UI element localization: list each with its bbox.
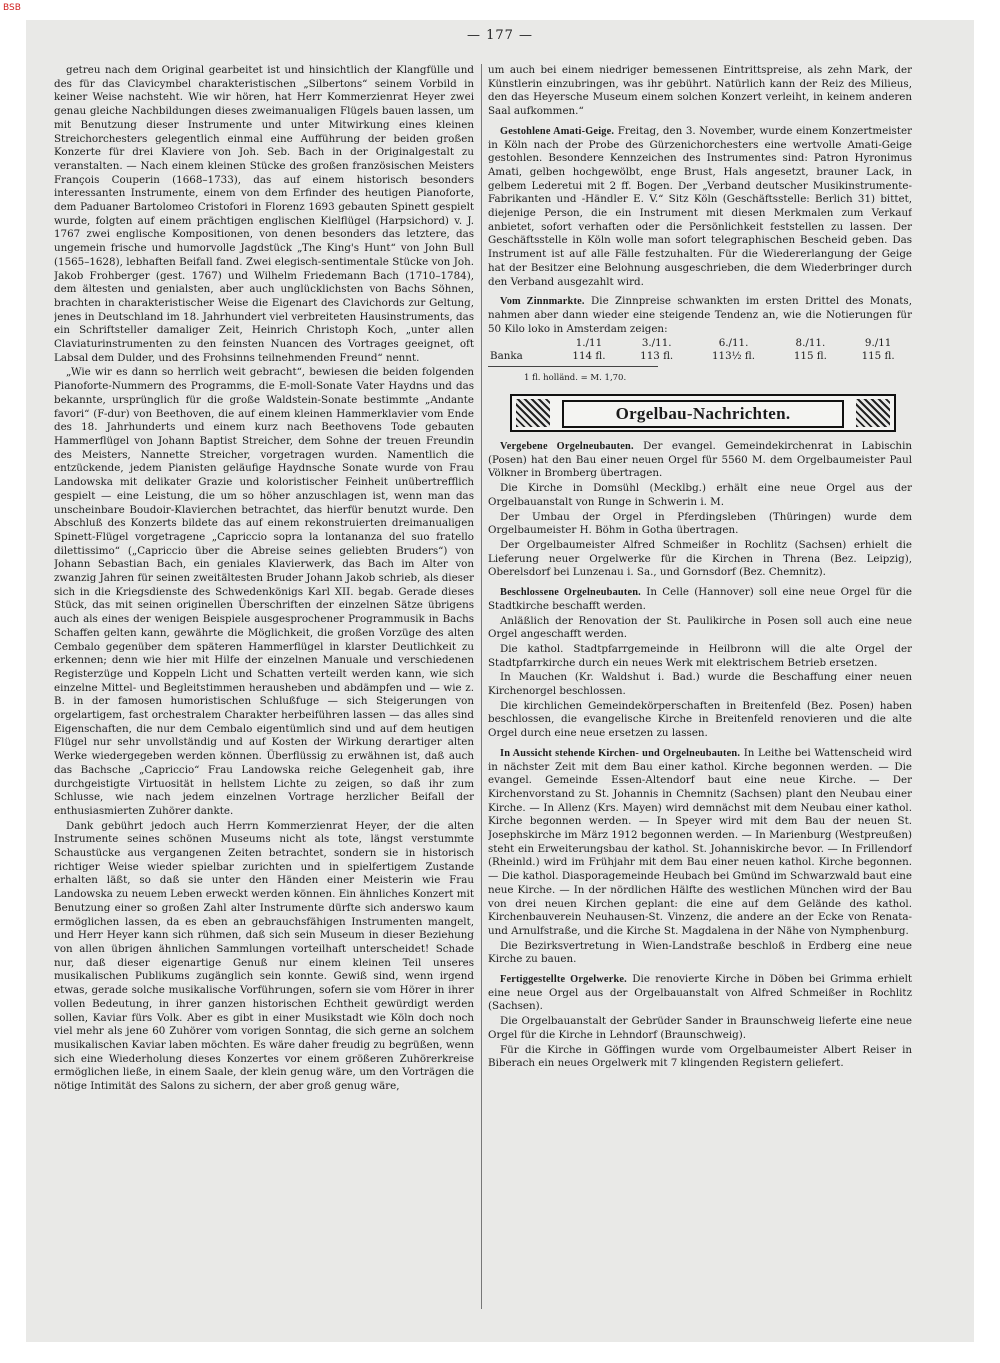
news-item	[488, 643, 912, 670]
zinn-heading: Vom Zinnmarkte.	[500, 296, 585, 308]
left-column	[54, 64, 474, 1309]
news-text: Der evangel. Gemeindekirchenrat in Labischin (Posen) hat den Bau einer neuen Orgel für 5560 M. dem Orgelbaumeister Paul Völkner in Bromberg übertragen.	[488, 440, 912, 480]
news-item	[488, 482, 912, 509]
price-date: 9./11	[864, 337, 892, 350]
news-item	[488, 1015, 912, 1042]
news-text: Die renovierte Kirche in Döben bei Grimma erhielt eine neue Orgel aus der Orgelbauanstalt von Alfred Schmeißer in Rochlitz (Sachsen).	[488, 973, 912, 1013]
news-heading: Vergebene Orgelneubauten.	[500, 441, 634, 453]
news-heading: In Aussicht stehende Kirchen- und Orgelneubauten.	[500, 747, 741, 759]
news-text: Die kathol. Stadtpfarrgemeinde in Heilbronn will die alte Orgel der Stadtpfarrkirche durch ein neues Werk mit elektrischem Betrieb ersetzen.	[488, 642, 912, 669]
price-date: 6./11.	[718, 337, 749, 350]
price-corner	[488, 337, 555, 350]
news-item	[488, 539, 912, 580]
zinn-text: Die Zinnpreise schwankten im ersten Drittel des Monats, nahmen aber dann wieder eine steigende Tendenz an, wie die Notierungen für 50 Kilo loko in Amsterdam zeigen:	[488, 295, 912, 335]
price-table-row	[488, 350, 912, 363]
right-column	[488, 64, 912, 1309]
paragraph-pianoforte: „Wie wir es dann so herrlich weit gebracht“, bewiesen die beiden folgenden Pianoforte-Nummern des Programms, die E-moll-Sonate Vater Haydns und das bekannte, ursprünglich für die große Waldstein-Sonate bestimmte „Andante favori“ (F-dur) von Beethoven, die auf einem kleinen Hammerklavier vom Ende des 18. Jahrhunderts und einem kurz nach Beethovens Tode gebauten Hammerflügel von Johann Baptist Streicher, dem Sohne der treuen Freundin des Meisters, Nannette Streicher, vorgetragen wurden. Namentlich die entzückende, jedem Pianisten geläufige Haydnsche Sonate wurde von Frau Landowska mit delikater Grazie und koloristischer Feinheit unübertrefflich gespielt — eine Leistung, die um so höher anzuschlagen ist, wenn man das unscheinbare Boudoir-Klavierchen betrachtet, das hierfür benutzt wurde. Den Abschluß des Konzerts bildete das auf einem rekonstruierten dreimanualigen Spinett-Flügel vorgetragene „Capriccio sopra la lontananza del suo fratello dilettissimo“ („Capriccio über die Abreise seines geliebten Bruders“) von Johann Sebastian Bach, ein geniales Klavierwerk, das Bach im Alter von zwanzig Jahren für seinen zweitältesten Bruder Johann Jakob schrieb, als dieser sich in die Kriegsdienste des Schwedenkönigs Karl XII. begab. Gerade dieses Stück, das mit seinen originellen Überschriften der einzelnen Sätze übrigens auch als eines der wenigen Beispiele ausgesprochener Programmusik in Bachs Schaffen gelten kann, gewährte die Möglichkeit, die großen Vorzüge des alten Cembalo gegenüber dem späteren Hammerflügel in klarster Deutlichkeit zu erkennen; denn wie hier mit Hilfe der einzelnen Manuale und verschiedenen Registerzüge und Koppeln Licht und Schatten verteilt werden kann, wie sich einzelne Mittel- und Begleitstimmen herausheben und abdämpfen und — wie z. B. in der famosen humoristischen Schlußfuge — sich Steigerungen von orgelartigem, fast orchestralem Charakter herbeiführen lassen — das alles sind Eigenschaften, die nur dem Cembalo eigentümlich sind und auf dem heutigen Flügel nur sehr unvollständig und auf Kosten der Wirkung derartiger alten Werke wiedergegeben werden können. Überflüssig zu erwähnen ist, daß auch das Bachsche „Capriccio“ Frau Landowska reiche Gelegenheit gab, ihre durchgeistigte Virtuosität in hellstem Lichte zu zeigen, so daß ihr zum Schlusse, wie nach jedem einzelnen Vortrage herzlicher Beifall der enthusiasmierten Zuhörer dankte.	[54, 366, 474, 817]
news-text: Die Kirche in Domsühl (Mecklbg.) erhält eine neue Orgel aus der Orgelbauanstalt von Runge in Schwerin i. M.	[488, 482, 912, 508]
newspaper-page	[26, 20, 974, 1342]
news-item	[488, 973, 912, 1014]
price-value: 113 fl.	[640, 350, 674, 363]
news-item	[488, 440, 912, 481]
section-amati	[488, 125, 912, 289]
exchange-note: 1 fl. holländ. = M. 1,70.	[524, 373, 627, 384]
paragraph-continuation: um auch bei einem niedriger bemessenen Eintrittspreise, als zehn Mark, der Künstlerin einzubringen, was ihr gebührt. Natürlich kann der Reiz des Milieus, den das Heyersche Museum einem solchen Konzert verleiht, in keinem anderen Saal aufkommen.“	[488, 64, 912, 118]
news-text: In Mauchen (Kr. Waldshut i. Bad.) wurde die Beschaffung einer neuen Kirchenorgel beschlossen.	[488, 671, 912, 698]
news-item	[488, 671, 912, 698]
amati-text: Freitag, den 3. November, wurde einem Konzertmeister in Köln nach der Probe des Gürzenichorchesters eine wertvolle Amati-Geige gestohlen. Besondere Kennzeichen des Instrumentes sind: Patron Hyronimus Amati, gelben hochgewölbt, enge Brust, Hals angesetzt, brauner Lack, in gelbem Lederetui mit 2 ff. Bogen. Der „Verband deutscher Musikinstrumente-Fabrikanten und -Händler E. V.“ Sitz Köln (Geschäftsstelle: Berlich 31) bittet, diejenige Person, die ein Instrument mit diesen Merkmalen zum Verkauf anbietet, sofort verhaften oder die Persönlichkeit feststellen zu lassen. Der Geschäftsstelle in Köln wolle man sofort telegraphischen Bescheid geben. Das Instrument ist auf alle Fälle festzuhalten. Für die Wiedererlangung der Geige hat der Besitzer eine Belohnung ausgeschrieben, die dem Wiederbringer durch den Verband ausgezahlt wird.	[488, 124, 912, 288]
banner-title: Orgelbau-Nachrichten.	[562, 400, 844, 428]
price-date: 1./11	[575, 337, 603, 350]
news-item	[488, 615, 912, 642]
price-table-header	[488, 337, 912, 350]
ornament-right-icon	[856, 399, 890, 427]
news-text: Der Umbau der Orgel in Pferdingsleben (Thüringen) wurde dem Orgelbaumeister H. Böhm in Gotha übertragen.	[488, 510, 912, 537]
section-zinn	[488, 295, 912, 336]
paragraph-harpsichord: getreu nach dem Original gearbeitet ist und hinsichtlich der Klangfülle und des für das Clavicymbel charakteristischen „Silbertons“ seinem Vorbild in keiner Weise nachsteht. Wie wir hören, hat Herr Kommerzienrat Heyer zwei genau gleiche Nachbildungen dieses zweimanualigen Flügels bauen lassen, um mit Benutzung dieser Instrumente und unter Mitwirkung eines kleinen Streichorchesters gelegentlich einmal eine Aufführung der beiden großen Konzerte für drei Klaviere von Joh. Seb. Bach in der Originalgestalt zu veranstalten. — Nach einem kleinen Stücke des großen französischen Meisters François Couperin (1668–1733), das auf einem historisch besonders interessanten Instrumente, einem von dem Erfinder des heutigen Pianoforte, dem Paduaner Bartolomeo Cristofori in Florenz 1693 gebauten Spinett gespielt wurde, folgten auf einem prächtigen englischen Kielflügel (Harpsichord) v. J. 1767 zwei englische Kompositionen, von denen besonders das letztere, das ungemein frische und humorvolle Jagdstück „The King's Hunt“ von John Bull (1565–1628), lebhaften Beifall fand. Zwei elegisch-sentimentale Stücke von Joh. Jakob Frohberger (gest. 1767) und Wilhelm Friedemann Bach (1710–1784), dem ältesten und genialsten, aber auch unglücklichsten von Bachs Söhnen, brachten in charakteristischer Weise die Eigenart des Clavichords zur Geltung, jenes in Deutschland im 18. Jahrhundert viel verbreiteten Hausinstruments, das ein Schriftsteller damaliger Zeit, Heinrich Christoph Koch, „unter allen Claviaturinstrumenten zu den feinsten Nuancen des Vortrages geeignet, oft Labsal dem Dulder, und des Frohsinns teilnehmenden Freund“ nennt.	[54, 64, 474, 364]
news-item	[488, 747, 912, 939]
news-item	[488, 511, 912, 538]
news-item	[488, 700, 912, 741]
price-value: 115 fl.	[793, 350, 827, 363]
price-date: 3./11.	[641, 337, 672, 350]
news-item	[488, 586, 912, 613]
news-text: Die Bezirksvertretung in Wien-Landstraße beschloß in Erdberg eine neue Kirche zu bauen.	[488, 939, 912, 966]
price-row-label: Banka	[490, 350, 523, 363]
news-text: Die kirchlichen Gemeindekörperschaften in Breitenfeld (Bez. Posen) haben beschlossen, die evangelische Kirche in Breitenfeld renovieren und die alte Orgel durch eine neue ersetzen zu lassen.	[488, 699, 912, 740]
news-text: In Celle (Hannover) soll eine neue Orgel für die Stadtkirche beschafft werden.	[488, 586, 912, 612]
price-table-rule	[488, 366, 658, 367]
news-text: Der Orgelbaumeister Alfred Schmeißer in Rochlitz (Sachsen) erhielt die Lieferung neuer Orgelwerke für die Kirchen in Threna (Bez. Leipzig), Oberelsdorf bei Lunzenau i. Sa., und Gornsdorf (Bez. Chemnitz).	[488, 538, 912, 579]
library-watermark: BSB	[3, 3, 21, 13]
price-value: 115 fl.	[861, 350, 895, 363]
news-text: Für die Kirche in Göffingen wurde vom Orgelbaumeister Albert Reiser in Biberach ein neues Orgelwerk mit 7 klingenden Registern geliefert.	[488, 1043, 912, 1070]
price-value: 113½ fl.	[712, 350, 756, 363]
page-number: — 177 —	[466, 28, 534, 43]
news-text: In Leithe bei Wattenscheid wird in nächster Zeit mit dem Bau einer kathol. Kirche begonnen werden. — Die evangel. Gemeinde Essen-Altendorf baut eine neue Kirche. — Der Kirchenvorstand zu St. Johannis in Chemnitz (Sachsen) plant den Neubau einer Kirche. — In Allenz (Krs. Mayen) wird demnächst mit dem Neubau einer kathol. Kirche begonnen werden. — In Speyer wird mit dem Bau der neuen St. Josephskirche im März 1912 begonnen werden. — In Marienburg (Westpreußen) steht ein Erweiterungsbau der kathol. St. Johanniskirche bevor. — In Frillendorf (Rheinld.) wird im Frühjahr mit dem Bau einer neuen kathol. Kirche begonnen. — Die kathol. Diasporagemeinde Heubach bei Gmünd im Schwarzwald baut eine neue Kirche. — In der nördlichen Hälfte des westlichen München wird der Bau von drei neuen Kirchen geplant: die eine auf dem Gelände des kathol. Kirchenbauverein Neuhausen-St. Vinzenz, die andere an der Ecke von Renata- und Arnulfstraße, und die Kirche St. Magdalena in der Nähe von Nymphenburg.	[488, 746, 912, 937]
amati-heading: Gestohlene Amati-Geige.	[500, 125, 615, 137]
news-heading: Beschlossene Orgelneubauten.	[500, 587, 641, 599]
section-banner	[510, 394, 896, 432]
ornament-left-icon	[516, 399, 550, 427]
news-heading: Fertiggestellte Orgelwerke.	[500, 974, 627, 986]
paragraph-thanks: Dank gebührt jedoch auch Herrn Kommerzienrat Heyer, der die alten Instrumente seines schönen Museums nicht als tote, längst verstummte Schaustücke aus vergangenen Zeiten betrachtet, sondern sie in historisch richtiger Weise wieder spielbar zurichten und in spielfertigem Zustande erhalten läßt, so daß sie unter den Händen einer Meisterin wie Frau Landowska zu neuem Leben erweckt werden können. Ein ähnliches Konzert mit Benutzung einer so großen Zahl alter Instrumente dürfte sich anderswo kaum ermöglichen lassen, da es eben an gebrauchsfähigen Instrumenten mangelt, und Herr Heyer kann sich rühmen, daß sich sein Museum in dieser Beziehung von allen übrigen ähnlichen Sammlungen vorteilhaft unterscheidet! Schade nur, daß dieser eigenartige Genuß nur einem kleinen Teil unseres musikalischen Publikums zugänglich sein konnte. Gewiß sind, wenn irgend etwas, gerade solche musikalische Vorführungen, sofern sie vom Hörer in ihrer vollen Bedeutung, in ihrer ganzen historischen Echtheit gewürdigt werden sollen, Kaviar fürs Volk. Aber es gibt in einer Musikstadt wie Köln doch noch viel mehr als jene 60 Zuhörer vom vorigen Sonntag, die sich gerne an solchem musikalischen Kaviar laben möchten. Es wäre daher freudig zu begrüßen, wenn sich eine Wiederholung dieses Konzertes vor einem größeren Zuhörerkreise ermöglichen ließe, in einem Saale, der klein genug wäre, um den Vorträgen die nötige Intimität des Salons zu sichern, der aber groß genug wäre,	[54, 819, 474, 1093]
news-text: Die Orgelbauanstalt der Gebrüder Sander in Braunschweig lieferte eine neue Orgel für die Kirche in Lehndorf (Braunschweig).	[488, 1015, 912, 1041]
price-value: 114 fl.	[572, 350, 606, 363]
orgelbau-news	[488, 440, 912, 1071]
news-text: Anläßlich der Renovation der St. Paulikirche in Posen soll auch eine neue Orgel angeschafft werden.	[488, 614, 912, 641]
column-divider	[481, 64, 482, 1309]
news-item	[488, 940, 912, 967]
price-table	[488, 337, 912, 363]
news-item	[488, 1044, 912, 1071]
price-date: 8./11.	[795, 337, 826, 350]
